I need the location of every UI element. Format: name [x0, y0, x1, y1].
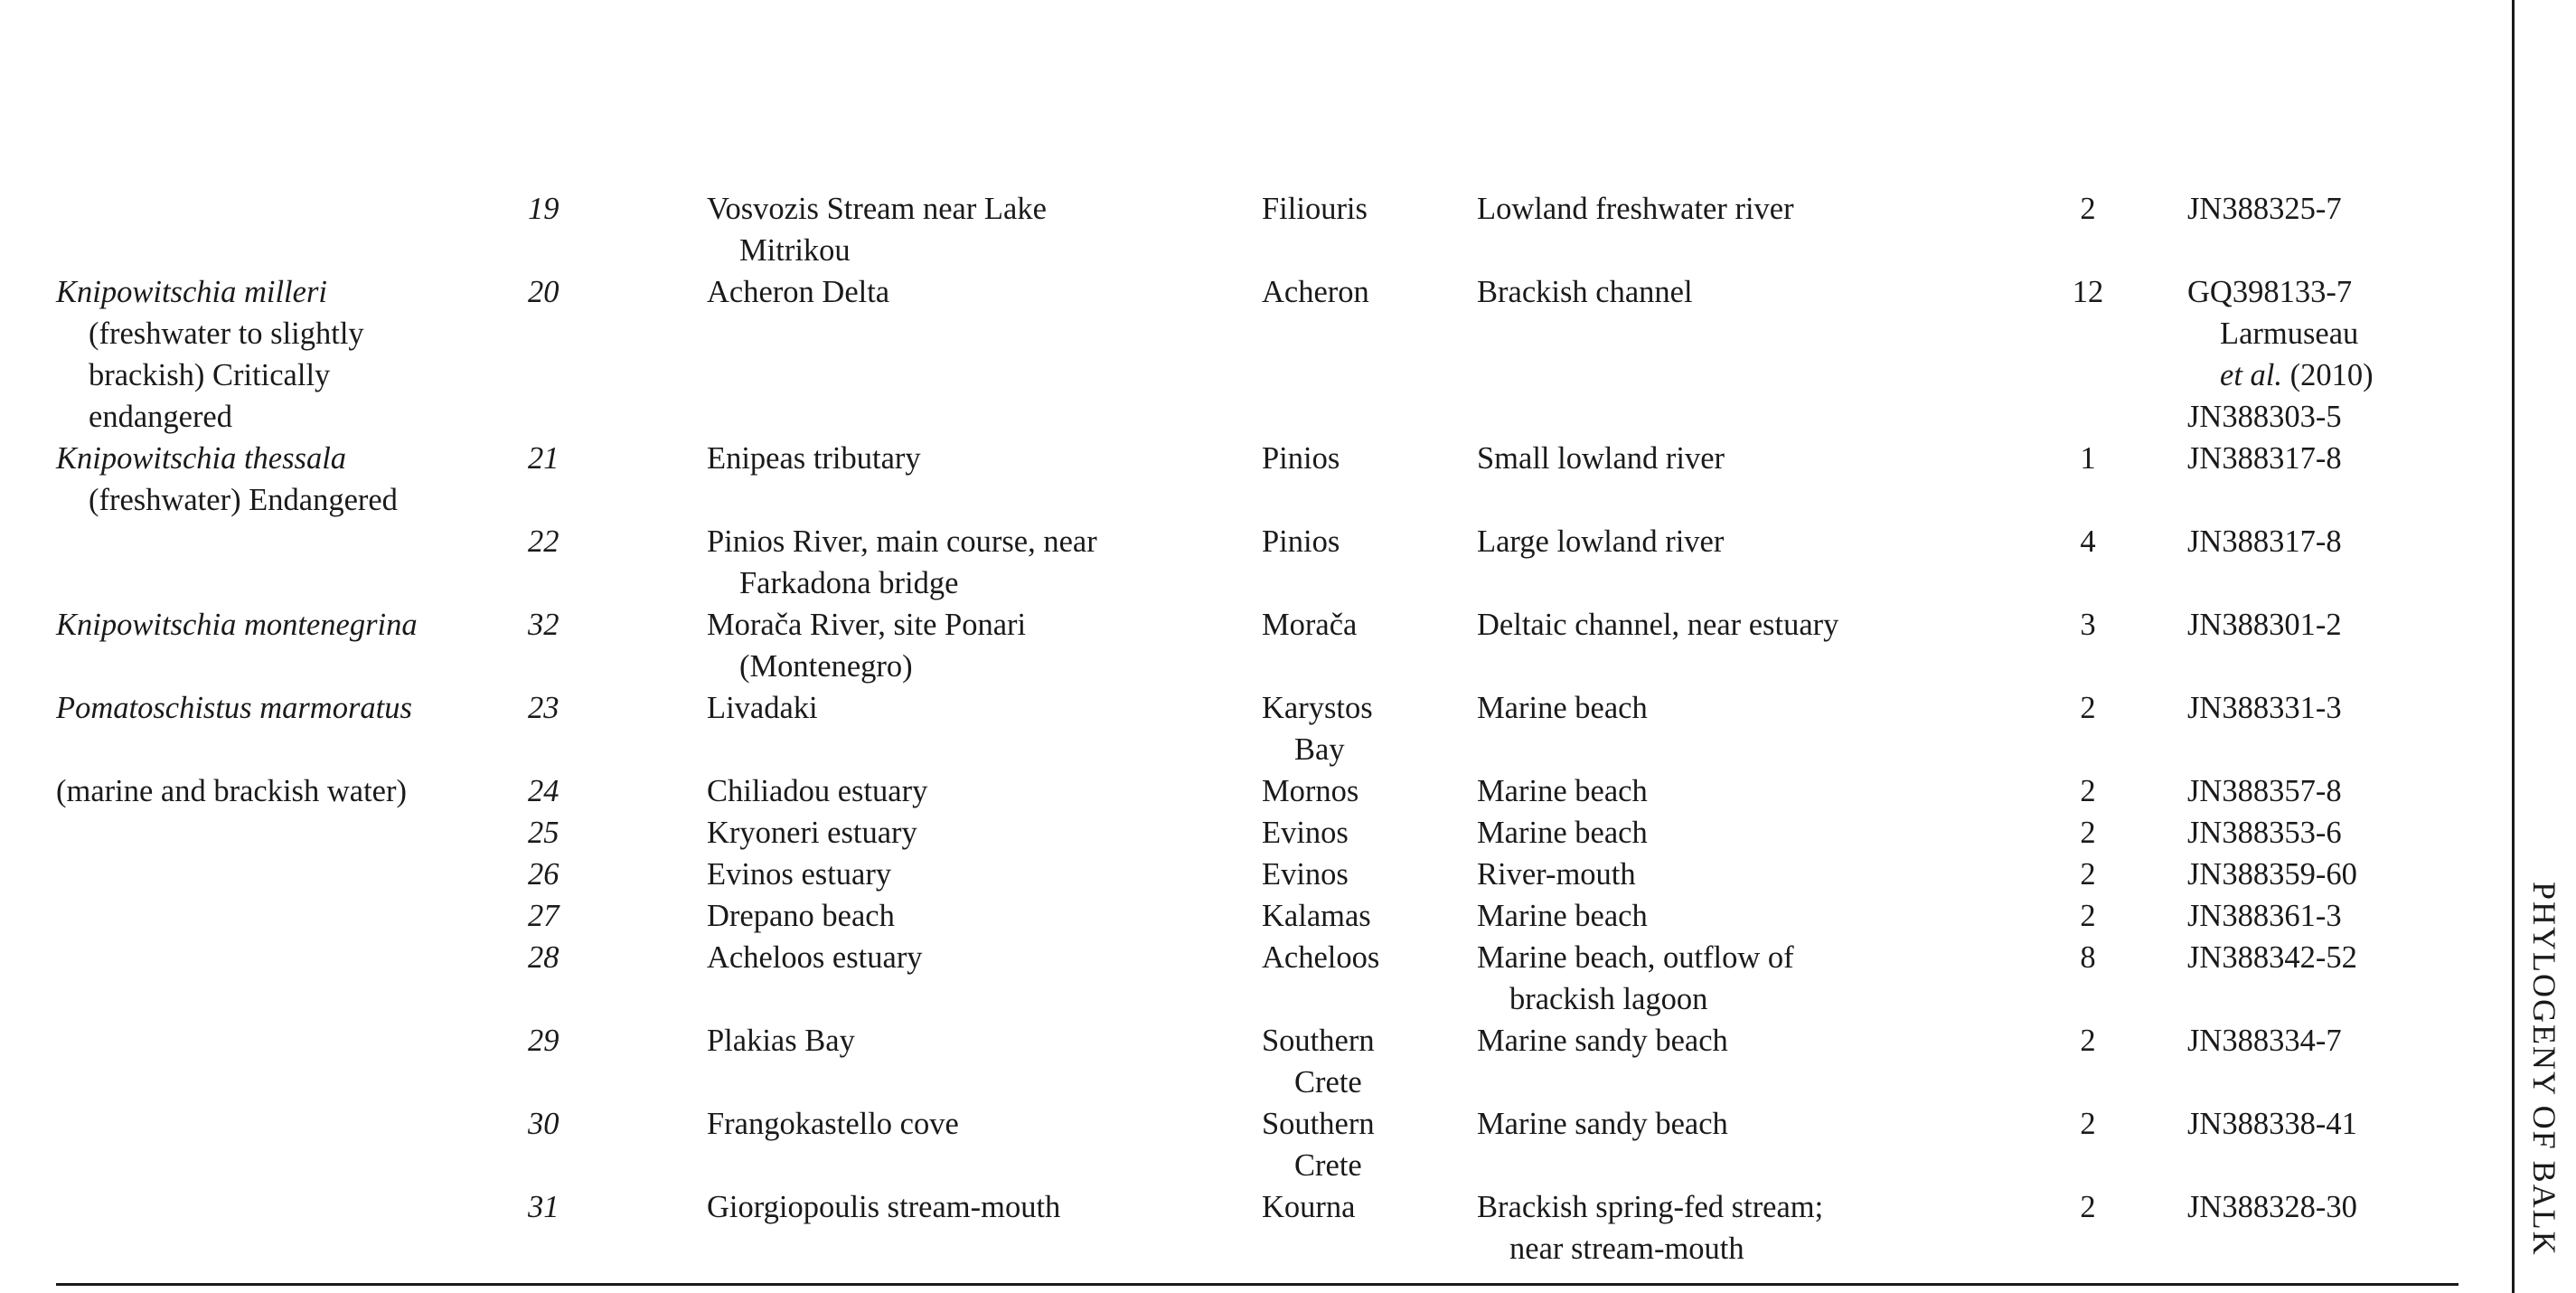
basin-text: Evinos: [1262, 816, 1349, 850]
habitat-cell: [1477, 937, 1988, 1020]
species-status: (marine and brackish water): [56, 774, 407, 808]
table-row: [56, 271, 2458, 438]
habitat-cell: [1477, 687, 1988, 770]
sample-size: 2: [2080, 857, 2096, 892]
species-cell: [56, 770, 528, 812]
sample-size: 2: [2080, 1190, 2096, 1224]
basin-cell: [1262, 812, 1477, 854]
site-number-cell: [528, 812, 707, 854]
basin-cell: [1262, 1020, 1477, 1103]
locality-cell: [707, 687, 1262, 770]
basin-text: Karystos: [1262, 691, 1373, 725]
sample-size-cell: [1988, 937, 2187, 1020]
accession-cell: [2187, 770, 2458, 812]
locality-text: Livadaki: [707, 691, 818, 725]
site-number-cell: [528, 687, 707, 770]
accession-number: JN388331-3: [2187, 691, 2342, 725]
accession-cell: [2187, 1186, 2458, 1269]
sample-size: 12: [2072, 275, 2104, 309]
site-number: 31: [528, 1190, 559, 1224]
species-name: Knipowitschia milleri: [56, 275, 327, 309]
species-cell: [56, 438, 528, 521]
locality-cell: [707, 1020, 1262, 1103]
table-row: [56, 770, 2458, 812]
habitat-cell: [1477, 521, 1988, 604]
sample-size: 3: [2080, 608, 2096, 642]
species-status: endangered: [89, 400, 232, 434]
species-name: Knipowitschia thessala: [56, 441, 347, 476]
accession-number: JN388301-2: [2187, 608, 2342, 642]
locality-text: Pinios River, main course, near: [707, 524, 1097, 559]
accession-number: JN388303-5: [2187, 400, 2342, 434]
accession-number: JN388317-8: [2187, 441, 2342, 476]
basin-cell: [1262, 1186, 1477, 1269]
sample-size: 2: [2080, 774, 2096, 808]
accession-cell: [2187, 854, 2458, 895]
table-row: [56, 937, 2458, 1020]
sample-size-cell: [1988, 188, 2187, 271]
site-number-cell: [528, 895, 707, 937]
sample-size: 2: [2080, 691, 2096, 725]
species-cell: [56, 937, 528, 1020]
species-cell: [56, 521, 528, 604]
basin-cell: [1262, 687, 1477, 770]
habitat-text: Deltaic channel, near estuary: [1477, 608, 1839, 642]
sample-size-cell: [1988, 770, 2187, 812]
basin-cell: [1262, 937, 1477, 1020]
accession-cell: [2187, 1103, 2458, 1186]
accession-cell: [2187, 895, 2458, 937]
locality-cell: [707, 521, 1262, 604]
accession-cell: [2187, 521, 2458, 604]
table-row: [56, 1186, 2458, 1269]
species-cell: [56, 188, 528, 271]
sample-size: 4: [2080, 524, 2096, 559]
table-row: [56, 1103, 2458, 1186]
habitat-cell: [1477, 604, 1988, 687]
site-number-cell: [528, 1186, 707, 1269]
table-bottom-rule: [56, 1283, 2458, 1286]
sample-size-cell: [1988, 604, 2187, 687]
accession-number: GQ398133-7: [2187, 275, 2353, 309]
locality-text: Mitrikou: [739, 233, 851, 268]
habitat-cell: [1477, 271, 1988, 438]
habitat-cell: [1477, 1103, 1988, 1186]
habitat-cell: [1477, 770, 1988, 812]
species-cell: [56, 1020, 528, 1103]
basin-text: Southern: [1262, 1024, 1375, 1058]
habitat-cell: [1477, 188, 1988, 271]
basin-cell: [1262, 604, 1477, 687]
basin-text: Crete: [1294, 1065, 1362, 1100]
habitat-text: Large lowland river: [1477, 524, 1725, 559]
accession-cell: [2187, 687, 2458, 770]
site-number: 21: [528, 441, 559, 476]
basin-text: Mornos: [1262, 774, 1359, 808]
species-cell: [56, 1103, 528, 1186]
locality-cell: [707, 188, 1262, 271]
site-number: 23: [528, 691, 559, 725]
basin-cell: [1262, 438, 1477, 521]
accession-number: JN388361-3: [2187, 899, 2342, 933]
site-number-cell: [528, 438, 707, 521]
site-number: 22: [528, 524, 559, 559]
site-number: 32: [528, 608, 559, 642]
basin-text: Filiouris: [1262, 192, 1368, 226]
sample-size-cell: [1988, 812, 2187, 854]
basin-text: Acheron: [1262, 275, 1369, 309]
sample-size: 2: [2080, 1107, 2096, 1141]
sample-size: 1: [2080, 441, 2096, 476]
locality-cell: [707, 812, 1262, 854]
basin-text: Kourna: [1262, 1190, 1356, 1224]
sample-size-cell: [1988, 687, 2187, 770]
site-number: 20: [528, 275, 559, 309]
basin-cell: [1262, 271, 1477, 438]
habitat-text: Marine beach: [1477, 774, 1648, 808]
sample-size-cell: [1988, 854, 2187, 895]
habitat-text: Lowland freshwater river: [1477, 192, 1794, 226]
locality-text: Farkadona bridge: [739, 566, 959, 600]
basin-cell: [1262, 188, 1477, 271]
basin-text: Kalamas: [1262, 899, 1371, 933]
species-cell: [56, 271, 528, 438]
site-number-cell: [528, 937, 707, 1020]
locality-text: Drepano beach: [707, 899, 895, 933]
sample-size: 8: [2080, 940, 2096, 975]
locality-text: Plakias Bay: [707, 1024, 855, 1058]
accession-number: JN388325-7: [2187, 192, 2342, 226]
habitat-cell: [1477, 854, 1988, 895]
table-row: [56, 438, 2458, 521]
locality-cell: [707, 1186, 1262, 1269]
species-cell: [56, 687, 528, 770]
accession-number: JN388328-30: [2187, 1190, 2357, 1224]
reference-citation: Larmuseau: [2220, 316, 2359, 351]
locality-text: Chiliadou estuary: [707, 774, 928, 808]
locality-text: Morača River, site Ponari: [707, 608, 1027, 642]
accession-cell: [2187, 604, 2458, 687]
habitat-text: Marine sandy beach: [1477, 1024, 1728, 1058]
sample-size-cell: [1988, 895, 2187, 937]
basin-cell: [1262, 521, 1477, 604]
site-number-cell: [528, 854, 707, 895]
locality-text: (Montenegro): [739, 649, 913, 684]
accession-number: JN388353-6: [2187, 816, 2342, 850]
basin-cell: [1262, 1103, 1477, 1186]
habitat-text: brackish lagoon: [1509, 982, 1708, 1016]
table-row: [56, 854, 2458, 895]
sampling-table: [56, 188, 2458, 1269]
accession-cell: [2187, 271, 2458, 438]
site-number-cell: [528, 271, 707, 438]
accession-cell: [2187, 812, 2458, 854]
habitat-text: Marine beach: [1477, 691, 1648, 725]
site-number-cell: [528, 1103, 707, 1186]
site-number-cell: [528, 1020, 707, 1103]
sample-size-cell: [1988, 1186, 2187, 1269]
site-number: 19: [528, 192, 559, 226]
page-edge-rule: [2512, 0, 2515, 1293]
accession-number: JN388334-7: [2187, 1024, 2342, 1058]
sample-size: 2: [2080, 816, 2096, 850]
basin-cell: [1262, 854, 1477, 895]
habitat-cell: [1477, 1186, 1988, 1269]
site-number: 29: [528, 1024, 559, 1058]
species-cell: [56, 1186, 528, 1269]
species-cell: [56, 812, 528, 854]
accession-number: JN388338-41: [2187, 1107, 2357, 1141]
locality-text: Kryoneri estuary: [707, 816, 917, 850]
running-head: PHYLOGENY OF BALK: [2526, 882, 2562, 1257]
locality-cell: [707, 604, 1262, 687]
habitat-text: Marine beach, outflow of: [1477, 940, 1794, 975]
habitat-cell: [1477, 895, 1988, 937]
site-number: 24: [528, 774, 559, 808]
sample-size-cell: [1988, 271, 2187, 438]
reference-citation: et al. (2010): [2220, 358, 2374, 392]
habitat-text: Brackish spring-fed stream;: [1477, 1190, 1824, 1224]
basin-cell: [1262, 895, 1477, 937]
locality-cell: [707, 438, 1262, 521]
accession-cell: [2187, 438, 2458, 521]
species-cell: [56, 604, 528, 687]
site-number: 28: [528, 940, 559, 975]
species-status: brackish) Critically: [89, 358, 331, 392]
table-row: [56, 895, 2458, 937]
basin-text: Southern: [1262, 1107, 1375, 1141]
locality-cell: [707, 854, 1262, 895]
basin-text: Pinios: [1262, 441, 1340, 476]
locality-text: Acheron Delta: [707, 275, 890, 309]
site-number-cell: [528, 188, 707, 271]
locality-text: Vosvozis Stream near Lake: [707, 192, 1047, 226]
accession-number: JN388317-8: [2187, 524, 2342, 559]
locality-text: Frangokastello cove: [707, 1107, 959, 1141]
species-status: (freshwater) Endangered: [89, 483, 398, 517]
species-name: Knipowitschia montenegrina: [56, 608, 418, 642]
sample-size: 2: [2080, 192, 2096, 226]
accession-number: JN388342-52: [2187, 940, 2357, 975]
locality-cell: [707, 770, 1262, 812]
site-number-cell: [528, 521, 707, 604]
site-number-cell: [528, 604, 707, 687]
habitat-cell: [1477, 1020, 1988, 1103]
species-cell: [56, 895, 528, 937]
habitat-text: Marine beach: [1477, 816, 1648, 850]
table-row: [56, 687, 2458, 770]
table-row: [56, 1020, 2458, 1103]
site-number: 25: [528, 816, 559, 850]
accession-number: JN388357-8: [2187, 774, 2342, 808]
accession-number: JN388359-60: [2187, 857, 2357, 892]
habitat-text: Brackish channel: [1477, 275, 1693, 309]
table-row: [56, 604, 2458, 687]
site-number: 26: [528, 857, 559, 892]
basin-cell: [1262, 770, 1477, 812]
locality-text: Enipeas tributary: [707, 441, 921, 476]
basin-text: Crete: [1294, 1148, 1362, 1183]
locality-cell: [707, 937, 1262, 1020]
site-number-cell: [528, 770, 707, 812]
habitat-text: Marine beach: [1477, 899, 1648, 933]
accession-cell: [2187, 1020, 2458, 1103]
accession-cell: [2187, 937, 2458, 1020]
locality-cell: [707, 895, 1262, 937]
locality-cell: [707, 1103, 1262, 1186]
locality-text: Giorgiopoulis stream-mouth: [707, 1190, 1061, 1224]
species-name: Pomatoschistus marmoratus: [56, 691, 412, 725]
basin-text: Bay: [1294, 732, 1345, 767]
locality-cell: [707, 271, 1262, 438]
table-body: [56, 188, 2458, 1269]
basin-text: Evinos: [1262, 857, 1349, 892]
et-al-italic: et al.: [2220, 358, 2282, 392]
basin-text: Pinios: [1262, 524, 1340, 559]
sample-size-cell: [1988, 521, 2187, 604]
sample-size: 2: [2080, 1024, 2096, 1058]
accession-cell: [2187, 188, 2458, 271]
basin-text: Acheloos: [1262, 940, 1380, 975]
habitat-text: Small lowland river: [1477, 441, 1725, 476]
sample-size-cell: [1988, 1020, 2187, 1103]
locality-text: Evinos estuary: [707, 857, 892, 892]
habitat-text: Marine sandy beach: [1477, 1107, 1728, 1141]
data-table: [56, 188, 2458, 1269]
table-row: [56, 188, 2458, 271]
habitat-cell: [1477, 438, 1988, 521]
table-row: [56, 521, 2458, 604]
sample-size-cell: [1988, 438, 2187, 521]
species-status: (freshwater to slightly: [89, 316, 364, 351]
sample-size: 2: [2080, 899, 2096, 933]
species-cell: [56, 854, 528, 895]
basin-text: Morača: [1262, 608, 1358, 642]
sample-size-cell: [1988, 1103, 2187, 1186]
habitat-text: near stream-mouth: [1509, 1232, 1744, 1266]
habitat-cell: [1477, 812, 1988, 854]
locality-text: Acheloos estuary: [707, 940, 923, 975]
site-number: 30: [528, 1107, 559, 1141]
table-row: [56, 812, 2458, 854]
habitat-text: River-mouth: [1477, 857, 1636, 892]
site-number: 27: [528, 899, 559, 933]
